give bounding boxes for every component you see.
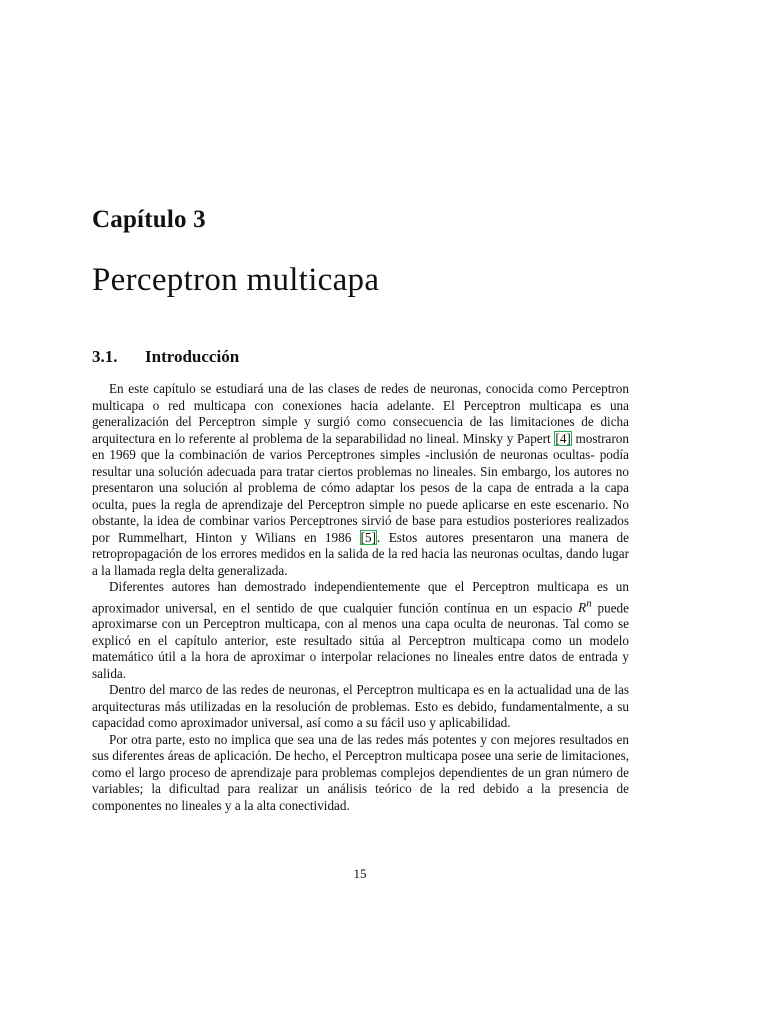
paragraph-1	[92, 381, 629, 579]
section-heading	[92, 347, 239, 367]
paragraph-4: Por otra parte, esto no implica que sea una de las redes más potentes y con mejores resultados en sus diferentes áreas de aplicación. De hecho, el Perceptron multicapa posee una serie de limitaciones, como el largo proceso de aprendizaje para problemas complejos dependientes de un gran número de variables; la dificultad para realizar un análisis teórico de la red debido a la presencia de componentes no lineales y a la alta conectividad.	[92, 731, 629, 813]
paragraph-2	[92, 579, 629, 682]
paragraph-1-part-3: . Estos autores presentaron una manera de retropropagación de los errores medidos en la salida de la red hacia las neuronas ocultas, dando lugar a la llamada regla delta generalizada.	[92, 529, 629, 578]
paragraph-1-part-1: En este capítulo se estudiará una de las clases de redes de neuronas, conocida como Perceptron multicapa o red multicapa con conexiones hacia adelante. El Perceptron multicapa es una generalización del Perceptron simple y surgió como consecuencia de las limitaciones de dicha arquitectura en lo referente al problema de la separabilidad no lineal. Minsky y Papert	[92, 381, 629, 446]
section-title: Introducción	[145, 347, 240, 366]
citation-link-5[interactable]: [5]	[360, 529, 377, 545]
math-space-symbol	[578, 597, 592, 615]
body-text	[92, 381, 629, 814]
paragraph-1-part-2: mostraron en 1969 que la combinación de varios Perceptrones simples -inclusión de neuronas ocultas- podía resultar una solución adecuada para tratar ciertos problemas no lineales. Sin embargo, los autores no presentaron una solución al problema de cómo adaptar los pesos de la capa de entrada a la capa oculta, pues la regla de aprendizaje del Perceptron simple no puede aplicarse en este escenario. No obstante, la idea de combinar varios Perceptrones sirvió de base para estudios posteriores realizados por Rummelhart, Hinton y Wilians en 1986	[92, 430, 629, 545]
citation-link-4[interactable]: [4]	[555, 430, 571, 446]
section-number: 3.1.	[92, 347, 118, 366]
math-superscript: n	[586, 597, 592, 610]
paragraph-3: Dentro del marco de las redes de neuronas, el Perceptron multicapa es en la actualidad una de las arquitecturas más utilizadas en la resolución de problemas. Esto es debido, fundamentalmente, a su capacidad como aproximador universal, así como a su fácil uso y aplicabilidad.	[92, 682, 629, 731]
page-number: 15	[353, 866, 367, 881]
math-base: R	[578, 599, 587, 615]
chapter-title: Perceptron multicapa	[92, 262, 380, 298]
chapter-label: Capítulo 3	[92, 206, 206, 233]
paragraph-2-part-1: Diferentes autores han demostrado independientemente que el Perceptron multicapa es un aproximador universal, en el sentido de que cualquier función contínua en un espacio	[92, 579, 629, 615]
paragraph-2-part-2: puede aproximarse con un Perceptron multicapa, con al menos una capa oculta de neuronas. Tal como se explicó en el capítulo anterior, este resultado sitúa al Perceptron multicapa como un modelo matemático útil a la hora de aproximar o interpolar relaciones no lineales entre datos de entrada y salida.	[92, 599, 629, 681]
